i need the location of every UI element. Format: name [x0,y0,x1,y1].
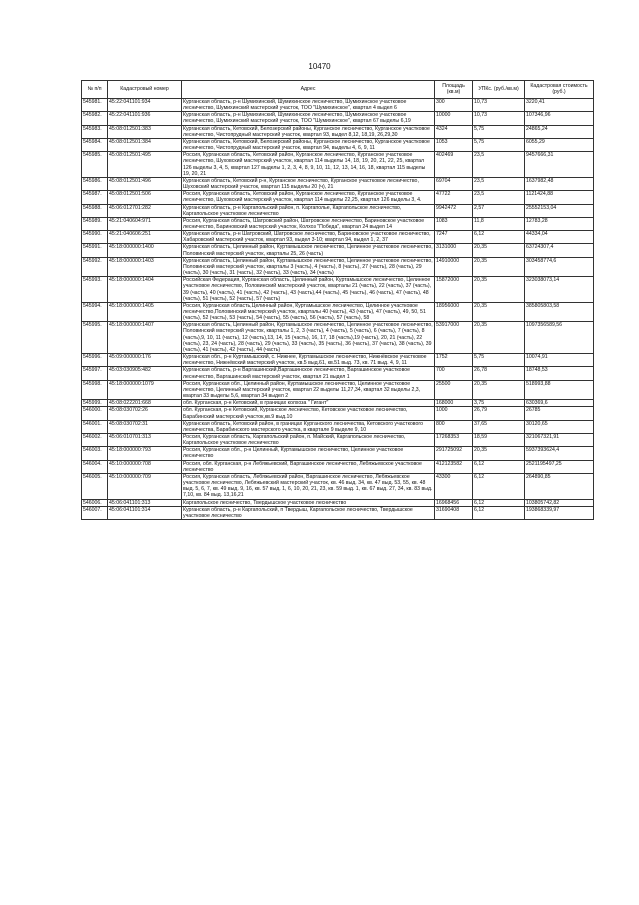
cell-cadastral: 45:06:041101:314 [108,506,182,519]
page-number: 10470 [308,62,331,71]
table-row [82,367,594,380]
table-row [82,191,594,204]
cell-area: 9942472 [435,204,473,217]
cell-area: 69704 [435,177,473,190]
table-body [82,99,594,520]
cell-area: 291725092 [435,447,473,460]
header-address: Адрес [182,81,435,99]
cell-area: 800 [435,420,473,433]
cell-cadastral: 45:06:041101:313 [108,499,182,506]
table-row [82,407,594,420]
cell-cost: 103805742,82 [525,499,594,506]
cell-cost: 10074,91 [525,354,594,367]
cell-address: Россия, Курганская область, Каргапольский район, п. Майский, Каргапольское лесничество, Каргапольское участковое лесничество [182,433,435,446]
cell-cost: 12783,28 [525,217,594,230]
cell-address: Курганская область, р-н Шумихинский, Шумихинское лесничество, Шумихинское участковое лесничество, Шумихинский мастерский участок, ТОО "Шумихинское", квартал 4 выдел 6 [182,99,435,112]
table-row [82,99,594,112]
header-cadastral: Кадастровый номер [108,81,182,99]
cell-cadastral: 45:08:012501:495 [108,152,182,178]
table-row [82,277,594,303]
cell-area: 16968456 [435,499,473,506]
cell-num: 545984. [82,138,108,151]
cell-area: 4324 [435,125,473,138]
table-row [82,204,594,217]
cell-cadastral: 45:08:012501:496 [108,177,182,190]
cell-address: обл. Курганская, р-н Кетовский, в границах колхоза " Гигант" [182,400,435,407]
cell-address: Курганская область, Кетовский, Белозерский районы, Курганское лесничество, Курганское участковое лесничество, Чистопрудный мастерский участок, квартал 93, выдел 8,12, 18,19, 26,29,30 [182,125,435,138]
cell-num: 545989. [82,217,108,230]
table-row [82,499,594,506]
cell-cost: 3220,41 [525,99,594,112]
cell-area: 31690408 [435,506,473,519]
cell-num: 545991. [82,244,108,257]
cell-upks: 6,12 [473,499,525,506]
cell-address: Курганская область, Целинный район, Куртамышское лесничество, Целинное участковое лесничество, Половинский мастерский участок, кварталы 3 (часть), 4 (часть), 8 (часть), 27 (часть), 28 (часть), 29 (часть), 30 (часть), 31 (часть), 32 (часть), 33 (часть), 34 (часть) [183,257,433,277]
cell-cadastral: 45:08:030702:26 [108,407,182,420]
cell-address: Российская Федерация, Курганская область, Целинный район, Куртамышское лесничество, Целинное участковое лесничество, Половинский мастерский участок, кварталы 21 (часть), 22 (часть), 37 (часть), 39 (часть), 40 (часть), 41 (часть), 42 (часть), 43 (часть),44 (часть), 45 (часть), 46 (часть), 47 (часть), 48 (часть), 51 (часть), 52 (часть), 57 (часть) [182,277,435,303]
table-row [82,231,594,244]
cell-cadastral: 45:22:041101:936 [108,112,182,125]
cell-cost: 323038073,14 [525,277,594,303]
cell-area: 300 [435,99,473,112]
cell-num: 545985. [82,152,108,178]
cell-address: Каргапольское лесничество, Твердышское участковое лесничество [182,499,435,506]
cell-num: 546001. [82,420,108,433]
cell-upks: 23,5 [473,191,525,204]
cell-upks: 20,35 [473,302,525,321]
cell-area: 14910000 [435,257,473,276]
cell-upks: 11,8 [473,217,525,230]
cell-upks: 5,75 [473,354,525,367]
cell-cost: 303458774,6 [525,257,594,276]
cell-cadastral: 45:08:030702:31 [108,420,182,433]
cell-cadastral: 45:10:000000:708 [108,460,182,473]
cell-address: Курганская область, Целинный район, Куртамышское лесничество, Целинное участковое лесничество, Половинский мастерский участок, кварталы 25, 26 (часть) [183,244,433,257]
cell-cost: 1121424,88 [525,191,594,204]
cell-cadastral: 45:06:012701:282 [108,204,182,217]
cell-area: 47722 [435,191,473,204]
cell-upks: 5,75 [473,138,525,151]
cell-address: Курганская обл., р-н Куртамышский, с. Нижнее, Куртамышское лесничество, Нижнёвское участковое лесничество, Нижнёвский мастерский участок, кв.5 выд.61, кв.51 выд. 73, кв. 71 выд. 4, 9, 11 [182,354,435,367]
cell-cost: 6055,29 [525,138,594,151]
cell-num: 546004. [82,460,108,473]
cell-address: Россия, Курганская область, Лебяжьевский район, Варгашинское лесничество, Лебяжьевское участковое лесничество, Лебяжьевский мастерский участок, кв. 46 выд. 34, кв. 47 выд. 53, 55, кв. 48 выд. 5, 6, 7, кв. 49 выд. 9, 16, кв. 57 выд. 1, 6, 10, 20, 21, 23, кв. 59 выд. 1, кв. 67 выд. 27, 34, кв. 83 выд. 7,10, кв. 84 выд. 13,16,21 [182,473,435,499]
cell-cadastral: 45:18:000000:1404 [108,277,182,303]
cell-cost: 5937393624,4 [525,447,594,460]
cell-num: 546000. [82,407,108,420]
cell-cost: 1097356589,56 [525,322,594,354]
cell-cost: 30120,65 [525,420,594,433]
cell-address: Курганская область, р-н Шумихинский, Шумихинское лесничество, Шумихинское участковое лесничество, Шумихинский мастерский участок, ТОО "Шумихинское", квартал 67 выделы 6,19 [182,112,435,125]
cell-address: обл. Курганская, р-н Кетовский, Курганское лесничество, Кетовское участковое лесничество, Барабинский мастерский участок,кв.9 выд.10 [182,407,435,420]
table-row [82,400,594,407]
table-row [82,138,594,151]
cell-num: 546003. [82,447,108,460]
cell-upks: 23,5 [473,152,525,178]
cell-upks: 37,65 [473,420,525,433]
cell-area: 1000 [435,407,473,420]
header-upks: УПКс. (руб./кв.м) [473,81,525,99]
cell-upks: 20,35 [473,277,525,303]
cell-upks: 10,73 [473,99,525,112]
cell-address: Курганская область, Кетовский р-н, Курганское лесничество, Курганское участковое лесничество, Шуховский мастерский участок, квартал 115 выделы 20 (ч), 21 [182,177,435,190]
cell-address: Курганская область, Кетовский район, в границах Курганского лесничества, Кетовского участкового лесничества, Барабинского мастерского участка, в квартале 9 выделе 9, 10 [182,420,435,433]
table-row [82,420,594,433]
cell-cost: 193868339,97 [525,506,594,519]
cell-area: 18956000 [435,302,473,321]
table-row [82,257,594,276]
cadastral-table [81,80,594,520]
cell-upks: 6,12 [473,460,525,473]
cell-upks: 20,35 [473,380,525,399]
cell-upks: 3,75 [473,400,525,407]
cell-num: 545996. [82,354,108,367]
cell-upks: 20,35 [473,244,525,257]
cell-num: 546006. [82,499,108,506]
table-row [82,433,594,446]
cell-cost: 107346,96 [525,112,594,125]
cell-cost: 1637982,48 [525,177,594,190]
cell-upks: 6,12 [473,506,525,519]
cell-cost: 25552153,04 [525,204,594,217]
cell-num: 546007. [82,506,108,519]
cell-cost: 44334,04 [525,231,594,244]
cell-cost: 18748,53 [525,367,594,380]
cell-cadastral: 45:08:012501:383 [108,125,182,138]
cell-num: 545998. [82,380,108,399]
table-header-row [82,81,594,99]
cell-area: 25500 [435,380,473,399]
cell-upks: 2,57 [473,204,525,217]
cell-area: 7247 [435,231,473,244]
cell-upks: 20,35 [473,322,525,354]
cell-area: 15872000 [435,277,473,303]
cell-address: Россия, Курганская область, Кетовский район, Курганское лесничество, Курганское участковое лесничество, Шуховский мастерский участок, квартал 114 выделы 22,25, квартал 126 выделы 3, 4. [182,191,435,204]
cell-cadastral: 45:18:000000:1403 [108,257,182,276]
cell-num: 545993. [82,277,108,303]
table-row [82,447,594,460]
table-row [82,112,594,125]
table-row [82,354,594,367]
table-row [82,217,594,230]
table-row [82,460,594,473]
cell-num: 546005. [82,473,108,499]
cell-num: 545982. [82,112,108,125]
cell-address: Курганская область, р-н Варгашинский,Варгашинское лесничество, Варгашинское участковое лесничество, Варгашинский мастерский участок, квартал 21 выдел 1 [182,367,435,380]
cell-cost: 518993,88 [525,380,594,399]
cell-address: Курганская область, р-н Шатровский, Шатровское лесничество, Бариновское участковое лесничество, Хабаровский мастерский участок, квартал 93, выдел 3-10; квартал 94, выдел 1, 2, 37 [182,231,435,244]
cell-cadastral: 45:21:040604:971 [108,217,182,230]
table-row [82,380,594,399]
cell-cost: 630369,6 [525,400,594,407]
cell-cadastral: 45:22:041101:934 [108,99,182,112]
cell-area: 17268353 [435,433,473,446]
cell-cadastral: 45:21:040606:251 [108,231,182,244]
cell-area: 402469 [435,152,473,178]
cell-num: 545988. [82,204,108,217]
cell-cost: 385805803,58 [525,302,594,321]
cell-upks: 26,78 [473,367,525,380]
cell-address: Курганская область, р-н Каргапольский район, п. Каргаполье, Каргапольское лесничество, Каргапольское участковое лесничество [182,204,435,217]
cell-cadastral: 45:08:012501:384 [108,138,182,151]
table-row [82,322,594,354]
cell-num: 545997. [82,367,108,380]
cell-upks: 10,73 [473,112,525,125]
header-area: Площадь (кв.м) [435,81,473,99]
cell-upks: 20,35 [473,257,525,276]
cell-area: 10000 [435,112,473,125]
cell-area: 53917000 [435,322,473,354]
cell-cadastral: 45:09:000000:176 [108,354,182,367]
cell-upks: 26,79 [473,407,525,420]
cell-cadastral: 45:03:030905:482 [108,367,182,380]
cell-address: Россия, Курганская область,Целинный район, Куртамышское лесничество, Целинное участковое лесничество,Половинский мастерский участок, кварталы 40 (часть), 43 (часть), 47 (часть), 49, 50, 51 (часть), 52 (часть), 53 (часть), 54 (часть), 55 (часть), 56 (часть), 57 (часть), 58 [182,302,435,321]
cell-cadastral: 45:18:000000:793 [108,447,182,460]
cell-cadastral: 45:18:000000:1079 [108,380,182,399]
table-row [82,302,594,321]
cell-area: 3131000 [435,244,473,257]
cell-address: Курганская область, р-н Каргапольский, п Твердыш, Каргапольское лесничество, Твердышское участковое лесничество [182,506,435,519]
cell-area: 412123582 [435,460,473,473]
cell-cadastral: 45:08:022201:668 [108,400,182,407]
cell-num: 545986. [82,177,108,190]
cell-cost: 2521195497,25 [525,460,594,473]
cell-address: Курганская область, Целинный район, Куртамышское лесничество, Целинное участковое лесничество, Половинский мастерский участок, кварталы 1, 2, 3 (часть), 4 (часть), 5 (часть), 6 (часть), 7 (часть), 8 (часть),9, 10, 11 (часть), 12 (часть),13, 14, 15 (часть), 16, 17, 18 (часть),19 (часть), 20, 21 (часть), 22 (часть), 23, 24 (часть), 28 (часть), 29 (часть), 33 (часть), 35 (часть), 36 (часть), 37 (часть), 38 (часть), 39 (часть), 41 (часть), 42 (часть), 44 (часть) [183,322,433,353]
table-row [82,177,594,190]
cell-address: Курганская область, Кетовский, Белозерский районы, Курганское лесничество, Курганское участковое лесничество, Чистопрудный мастерский участок, квартал 94, выделы 4, 6, 9, 11 [182,138,435,151]
cell-area: 1053 [435,138,473,151]
header-num: № п/п [82,81,108,99]
cell-cost: 264890,85 [525,473,594,499]
cell-num: 545995. [82,322,108,354]
cell-cadastral: 45:10:000000:709 [108,473,182,499]
cell-cadastral: 45:08:012501:506 [108,191,182,204]
cell-upks: 5,75 [473,125,525,138]
cell-num: 545999. [82,400,108,407]
cell-area: 43300 [435,473,473,499]
cell-num: 545987. [82,191,108,204]
cell-cadastral: 45:18:000000:1407 [108,322,182,354]
cell-num: 546002. [82,433,108,446]
table-row [82,152,594,178]
table-row [82,506,594,519]
cell-upks: 18,59 [473,433,525,446]
cell-upks: 6,12 [473,231,525,244]
cell-num: 545983. [82,125,108,138]
cell-upks: 20,35 [473,447,525,460]
cell-cadastral: 45:18:000000:1405 [108,302,182,321]
cell-address: Россия, Курганская область, Кетовский район, Курганское лесничество, Курганское участковое лесничество, Шуховский мастерский участок, квартал 114 выделы 14, 18, 19, 20, 21, 22, 25, квартал 126 выделы 3, 4, 5, квартал 127 выделы 1, 2, 3, 4, 8, 9, 10, 11, 12, 13, 14, 16, 18, квартал 115 выделы 19, 20, 21 [182,152,435,178]
cell-address: Россия, Курганская область, Шатровский район, Шатровское лесничество, Бариновское участковое лесничество, Бариновский мастерский участок, Колхоз "Победа", квартал 24 выдел 14 [182,217,435,230]
cell-num: 545990. [82,231,108,244]
cell-address: Россия, Курганская обл., Целинный район, Куртамышское лесничество, Целинное участковое лесничество, Целинный мастерский участок, квартал 22 выделы 11,27,34, квартал 32 выделы 2,3, квартал 33 выделы 5,6, квартал 34 выдел 2 [182,380,435,399]
cell-address: Россия, Курганская обл., р-н Целинный, Куртамышское лесничество, Целинное участковое лесничество [182,447,435,460]
cell-num: 545992. [82,257,108,276]
cell-area: 700 [435,367,473,380]
cell-num: 545994. [82,302,108,321]
table-row [82,244,594,257]
header-cost: Кадастровая стоимость (руб.) [525,81,594,99]
cell-cost: 26785 [525,407,594,420]
cell-cost: 24865,24 [525,125,594,138]
cell-cost: 321067321,91 [525,433,594,446]
cell-cadastral: 45:06:010701:313 [108,433,182,446]
table-row [82,125,594,138]
cell-area: 168000 [435,400,473,407]
cell-cadastral: 45:18:000000:1400 [108,244,182,257]
cell-cost: 9457666,31 [525,152,594,178]
cell-upks: 23,5 [473,177,525,190]
cell-area: 1083 [435,217,473,230]
cell-address: Россия, обл. Курганская, р-н Лебяжьевский, Варгашинское лесничество, Лебяжьевское участковое лесничество [182,460,435,473]
cell-upks: 6,12 [473,473,525,499]
cell-num: 545981. [82,99,108,112]
cell-cost: 63724307,4 [525,244,594,257]
table-row [82,473,594,499]
cell-area: 1752 [435,354,473,367]
